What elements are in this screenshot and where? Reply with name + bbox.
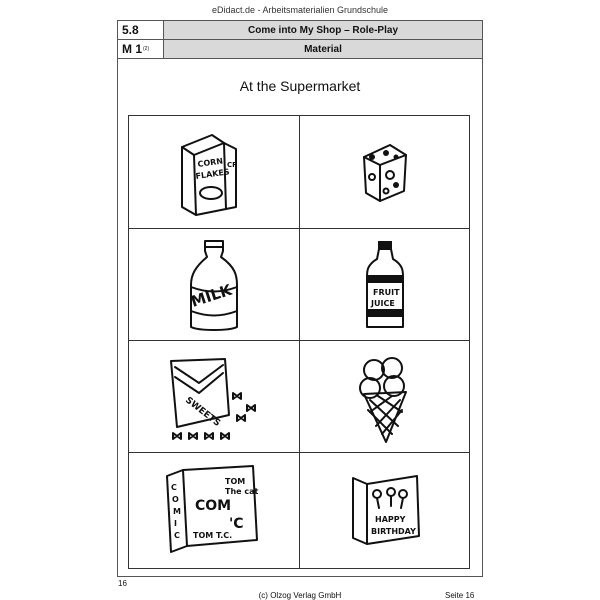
- ice-cream-icon: [350, 348, 420, 448]
- material-header-row: [118, 40, 482, 59]
- material-code: [118, 40, 164, 58]
- birthday-card-icon: [345, 470, 425, 550]
- comic-text-tomtc: TOM T.C.: [193, 531, 233, 540]
- material-label: Material: [164, 40, 482, 58]
- item-cornflakes: [129, 116, 299, 228]
- material-sub: (2): [143, 46, 150, 52]
- milk-text: MILK: [188, 280, 234, 311]
- cornflakes-box-icon: [174, 127, 254, 217]
- item-ice-cream: [300, 342, 470, 454]
- site-header-text: eDidact.de - Arbeitsmaterialien Grundschule: [211, 5, 389, 15]
- footer-page-number: 16: [118, 579, 127, 588]
- cheese-icon: [350, 137, 420, 207]
- comic-book-icon: [159, 462, 269, 558]
- comic-text-c: 'C: [229, 516, 244, 532]
- unit-number: 5.8: [118, 21, 164, 39]
- page-title: At the Supermarket: [239, 78, 361, 94]
- picture-grid: [128, 115, 470, 569]
- juice-bottle-icon: [355, 235, 415, 335]
- item-birthday-card: [300, 454, 470, 566]
- item-milk: [129, 229, 299, 341]
- comic-text-spine: C O M I C: [171, 483, 181, 540]
- sweets-text: SWEETS: [183, 395, 222, 429]
- unit-title: Come into My Shop – Role-Play: [164, 21, 482, 39]
- footer-page-label: Seite 16: [445, 591, 475, 600]
- comic-text-tom: TOM: [225, 477, 246, 486]
- unit-header-row: [118, 21, 482, 40]
- cornflakes-text-flakes: FLAKES: [195, 167, 231, 181]
- material-code-text: M 1: [122, 42, 143, 56]
- cornflakes-text-corn: CORN: [197, 156, 224, 169]
- milk-bottle-icon: [179, 235, 249, 335]
- item-sweets: [129, 342, 299, 454]
- comic-text-com: COM: [195, 498, 232, 514]
- item-comic: [129, 454, 299, 566]
- card-text-happy: HAPPY: [375, 515, 406, 524]
- comic-text-thecat: The cat: [225, 487, 259, 496]
- card-text-birthday: BIRTHDAY: [371, 527, 416, 536]
- item-juice: [300, 229, 470, 341]
- juice-text-juice: JUICE: [371, 299, 395, 308]
- juice-text-fruit: FRUIT: [373, 288, 400, 297]
- item-cheese: [300, 116, 470, 228]
- sweets-bag-icon: [159, 353, 269, 443]
- footer-copyright: (c) Olzog Verlag GmbH: [258, 591, 342, 600]
- cornflakes-text-cf: CF: [227, 161, 237, 169]
